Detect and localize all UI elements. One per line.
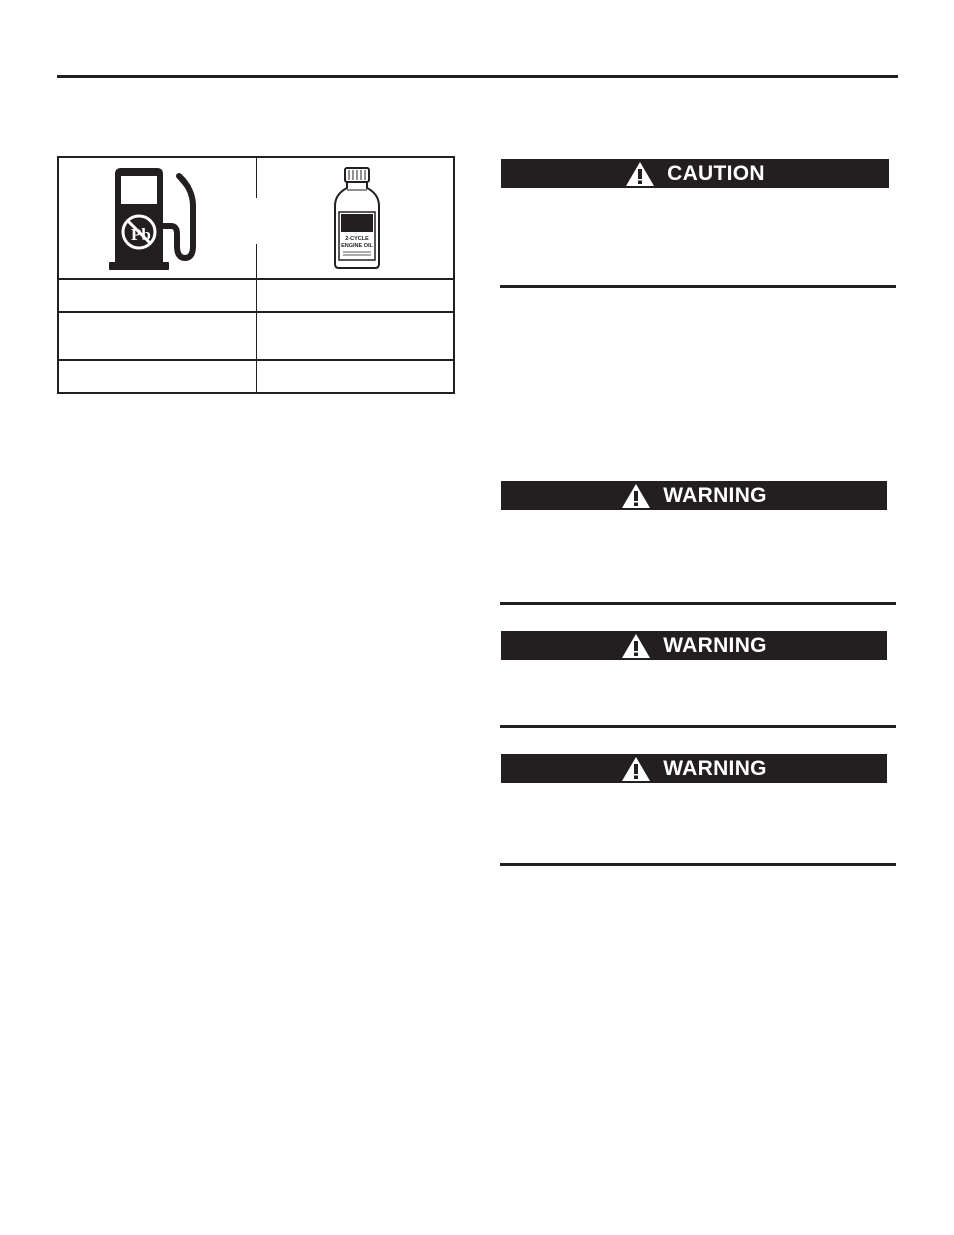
- warning-label: WARNING: [663, 756, 767, 780]
- table-row-line: [59, 278, 453, 280]
- warning-triangle-icon: [621, 633, 651, 659]
- section-rule: [500, 602, 896, 605]
- oil-label-line1: 2-CYCLE: [345, 236, 369, 242]
- warning-triangle-icon: [621, 483, 651, 509]
- caution-banner: [501, 159, 889, 188]
- warning-banner: [501, 631, 887, 660]
- caution-label: CAUTION: [667, 161, 765, 185]
- section-rule: [500, 285, 896, 288]
- fuel-pump-icon: [107, 166, 207, 276]
- warning-banner: [501, 754, 887, 783]
- pump-cell: [59, 158, 256, 278]
- oil-label-line2: ENGINE OIL: [341, 243, 373, 249]
- fuel-mix-table: [57, 156, 455, 394]
- table-row-line: [59, 311, 453, 313]
- warning-label: WARNING: [663, 483, 767, 507]
- top-rule: [57, 75, 898, 78]
- oil-cell: [257, 158, 454, 278]
- warning-banner: [501, 481, 887, 510]
- table-row-line: [59, 359, 453, 361]
- section-rule: [500, 725, 896, 728]
- warning-triangle-icon: [625, 161, 655, 187]
- warning-triangle-icon: [621, 756, 651, 782]
- oil-bottle-icon: [327, 166, 387, 274]
- section-rule: [500, 863, 896, 866]
- warning-label: WARNING: [663, 633, 767, 657]
- svg-text:Pb: Pb: [131, 225, 151, 244]
